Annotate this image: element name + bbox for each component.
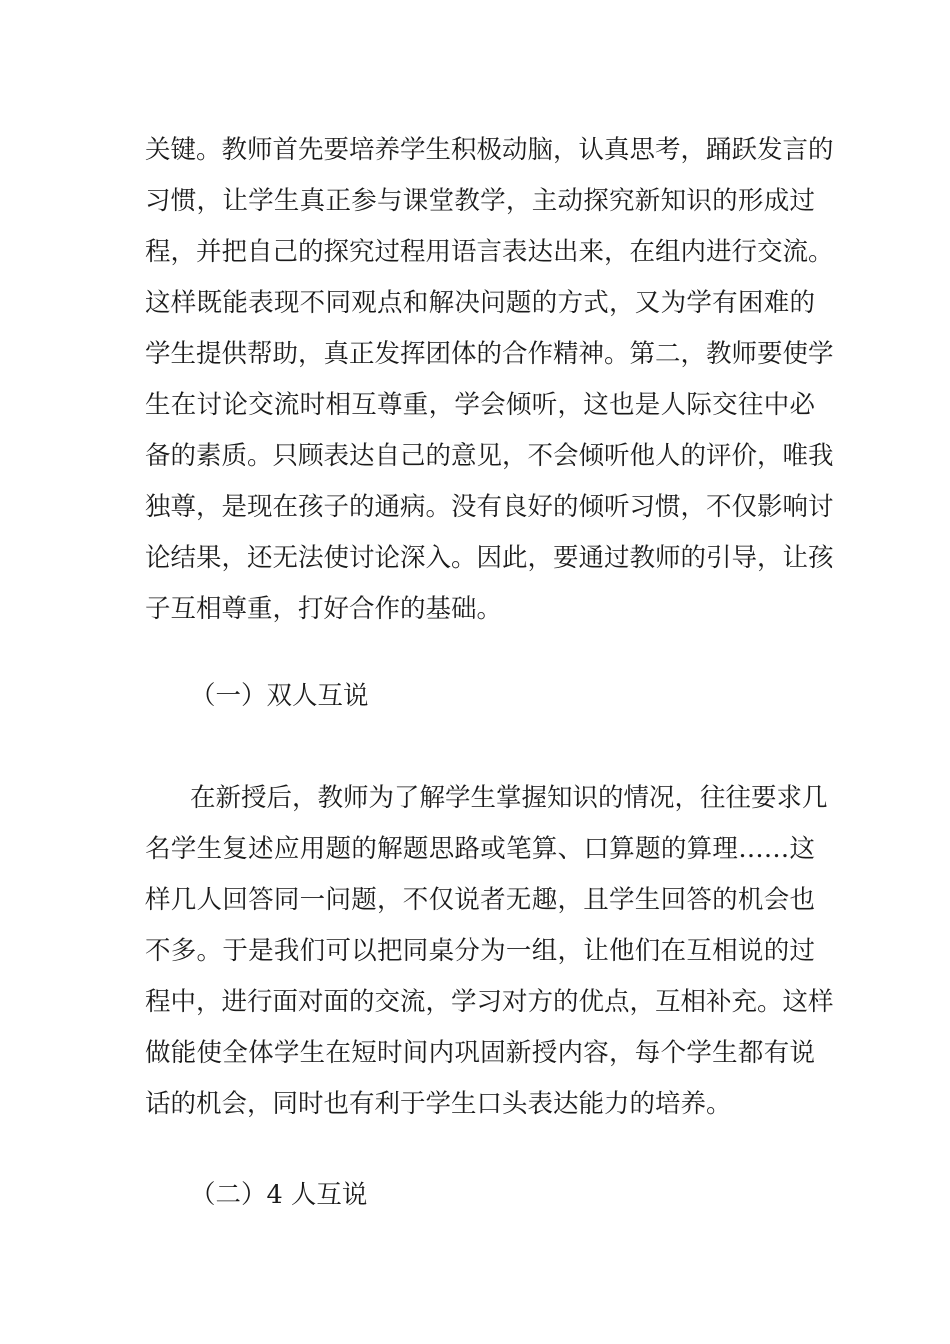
paragraph-line: 不多。于是我们可以把同桌分为一组，让他们在互相说的过: [145, 936, 815, 966]
paragraph-line: 话的机会，同时也有利于学生口头表达能力的培养。: [145, 1089, 732, 1119]
paragraph-line: 论结果，还无法使讨论深入。因此，要通过教师的引导，让孩: [145, 543, 834, 573]
paragraph-line: 这样既能表现不同观点和解决问题的方式，又为学有困难的: [145, 288, 815, 318]
paragraph-line: 独尊，是现在孩子的通病。没有良好的倾听习惯，不仅影响讨: [145, 492, 834, 522]
paragraph-line: 名学生复述应用题的解题思路或笔算、口算题的算理……这: [145, 834, 815, 864]
paragraph-line: 生在讨论交流时相互尊重，学会倾听，这也是人际交往中必: [145, 390, 815, 420]
paragraph-line: 习惯，让学生真正参与课堂教学，主动探究新知识的形成过: [145, 186, 815, 216]
paragraph-line: 子互相尊重，打好合作的基础。: [145, 594, 503, 624]
paragraph-line: 关键。教师首先要培养学生积极动脑，认真思考，踊跃发言的: [145, 135, 834, 165]
paragraph-line: 学生提供帮助，真正发挥团体的合作精神。第二，教师要使学: [145, 339, 834, 369]
paragraph-line: 备的素质。只顾表达自己的意见，不会倾听他人的评价，唯我: [145, 441, 834, 471]
section-heading-1: （一）双人互说: [190, 681, 369, 711]
paragraph-line: 程，并把自己的探究过程用语言表达出来，在组内进行交流。: [145, 237, 834, 267]
paragraph-line: 样几人回答同一问题，不仅说者无趣，且学生回答的机会也: [145, 885, 815, 915]
paragraph-line: 做能使全体学生在短时间内巩固新授内容，每个学生都有说: [145, 1038, 815, 1068]
section-heading-2: （二）4 人互说: [190, 1180, 368, 1210]
paragraph-line: 在新授后，教师为了解学生掌握知识的情况，往往要求几: [190, 783, 828, 813]
paragraph-1: [145, 125, 834, 635]
paragraph-line: 程中，进行面对面的交流，学习对方的优点，互相补充。这样: [145, 987, 834, 1017]
paragraph-2: [145, 773, 834, 1130]
